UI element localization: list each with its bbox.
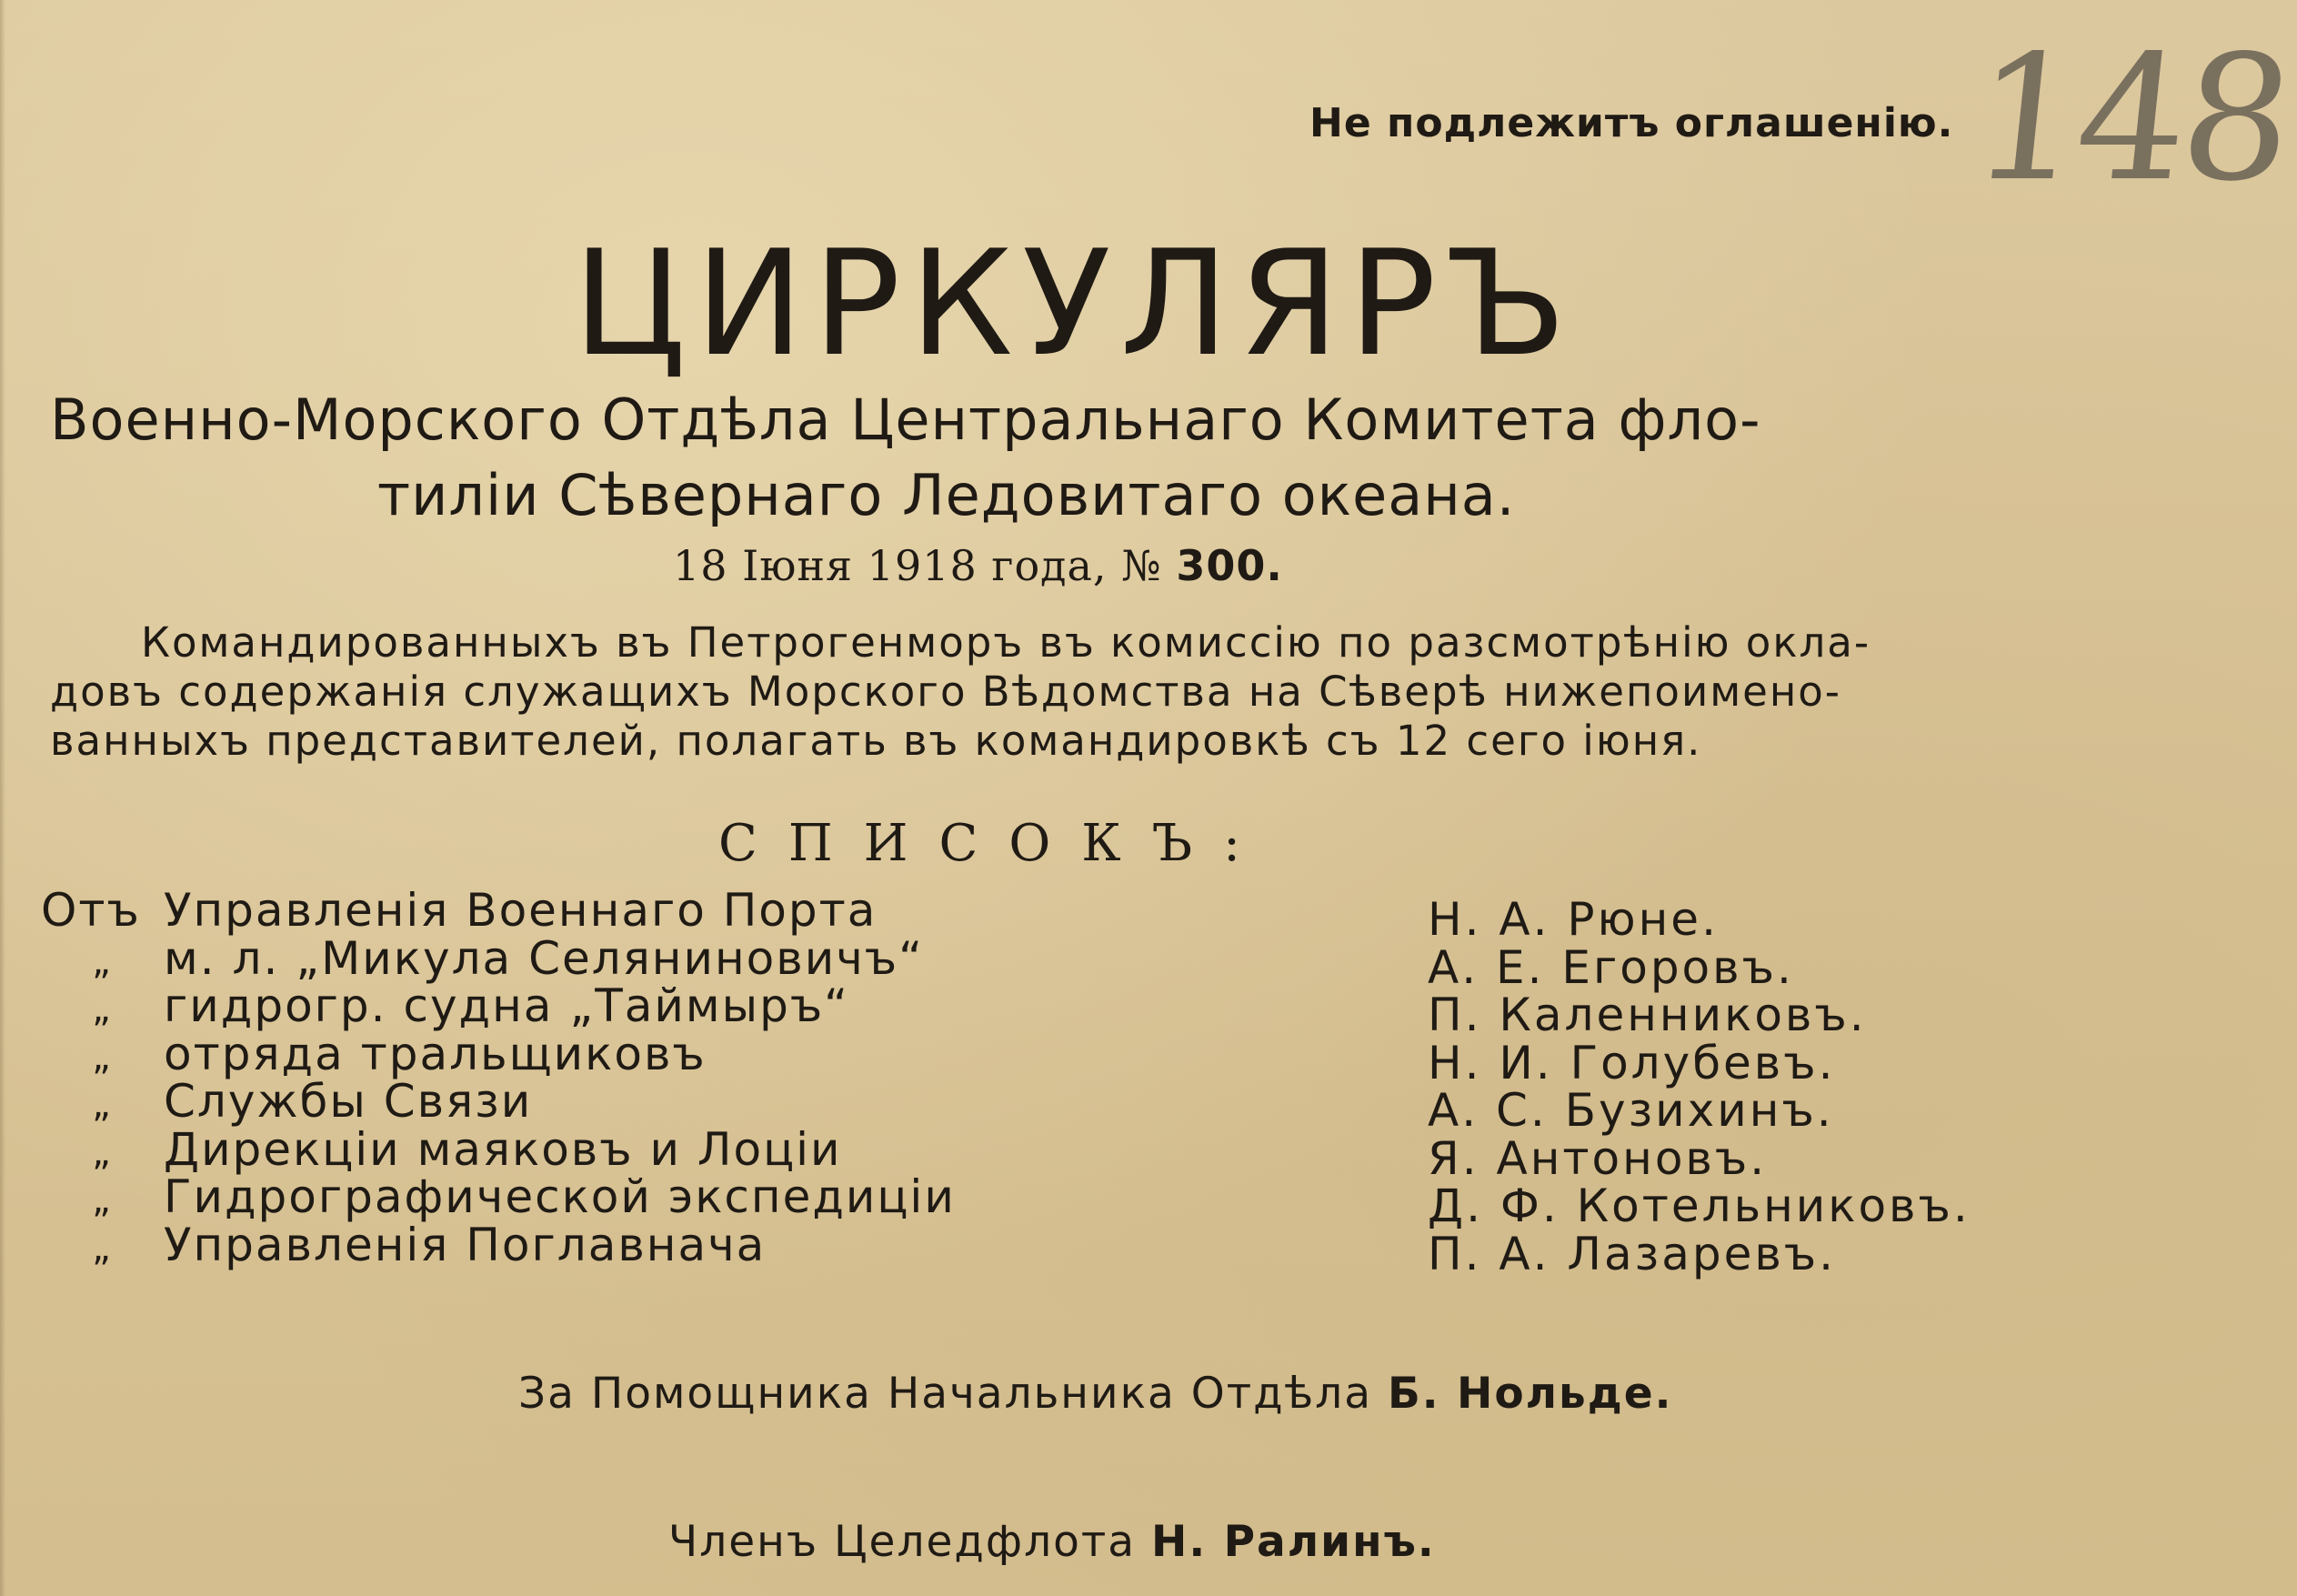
list-item [41, 1075, 956, 1128]
ditto-mark: „ [92, 1227, 113, 1270]
ditto-mark: „ [92, 1179, 113, 1221]
document-title: ЦИРКУЛЯРЪ [573, 218, 1576, 388]
representative-name: Н. И. Голубевъ. [1428, 1036, 1836, 1089]
organization-name: гидрогр. судна „Таймыръ“ [164, 979, 850, 1032]
list-item [41, 1218, 956, 1271]
page-edge-shadow [0, 0, 5, 1596]
ditto-mark: „ [92, 1036, 113, 1079]
date-text: 18 Іюня 1918 года, № [673, 541, 1162, 590]
signatory-name: Н. Ралинъ. [1151, 1517, 1436, 1567]
representative-name: Н. А. Рюне. [1428, 893, 1719, 946]
subtitle-line-2: тиліи Сѣвернаго Ледовитаго океана. [377, 462, 1516, 528]
representative-name: А. С. Бузихинъ. [1428, 1084, 1834, 1137]
representative-name: Я. Антоновъ. [1428, 1131, 1768, 1185]
ditto-mark: „ [92, 1084, 113, 1126]
organization-name: Службы Связи [164, 1075, 533, 1128]
organization-name: м. л. „Микула Селяниновичъ“ [164, 931, 924, 985]
organization-list [41, 884, 956, 1271]
list-prefix: Отъ [41, 884, 141, 937]
restriction-note: Не подлежитъ оглашенію. [1309, 100, 1954, 146]
organization-name: Гидрографической экспедиціи [164, 1170, 956, 1223]
list-item [41, 884, 956, 937]
representatives-list [1428, 893, 1971, 1280]
representative-name: П. А. Лазаревъ. [1428, 1227, 1837, 1280]
signatory-role: За Помощника Начальника Отдѣла [518, 1369, 1373, 1419]
list-heading: СПИСОКЪ: [718, 814, 1271, 873]
organization-name: Управленія Военнаго Порта [164, 884, 878, 937]
list-item [41, 931, 956, 985]
representative-name: П. Каленниковъ. [1428, 989, 1867, 1041]
representative-name: А. Е. Егоровъ. [1428, 940, 1794, 994]
signature-line-1 [518, 1369, 1672, 1419]
body-line-1: Командированныхъ въ Петрогенморъ въ комиссію по разсмотрѣнію окла- [141, 618, 1871, 667]
archive-number-handwritten: 148 [1962, 18, 2297, 219]
date-line [673, 541, 1283, 590]
ditto-mark: „ [92, 1131, 113, 1174]
list-item [41, 1027, 956, 1080]
organization-name: Управленія Поглавнача [164, 1218, 767, 1271]
circular-number: 300. [1176, 541, 1283, 590]
signature-line-2 [668, 1517, 1436, 1567]
list-item [41, 979, 956, 1032]
ditto-mark: „ [92, 989, 113, 1030]
body-line-3: ванныхъ представителей, полагать въ командировкѣ съ 12 сего іюня. [50, 717, 1702, 765]
list-item [41, 1122, 956, 1176]
signatory-name: Б. Нольде. [1387, 1369, 1673, 1419]
organization-name: Дирекціи маяковъ и Лоціи [164, 1122, 842, 1176]
signatory-role: Членъ Целедфлота [668, 1517, 1137, 1567]
body-line-2: довъ содержанія служащихъ Морского Вѣдомства на Сѣверѣ нижепоимено- [50, 668, 1842, 716]
ditto-mark: „ [92, 940, 113, 983]
list-item [41, 1170, 956, 1223]
organization-name: отряда тральщиковъ [164, 1027, 707, 1080]
body-paragraph [50, 618, 1969, 766]
representative-name: Д. Ф. Котельниковъ. [1428, 1179, 1971, 1232]
subtitle-line-1: Военно-Морского Отдѣла Центральнаго Комитета фло- [50, 386, 1761, 453]
